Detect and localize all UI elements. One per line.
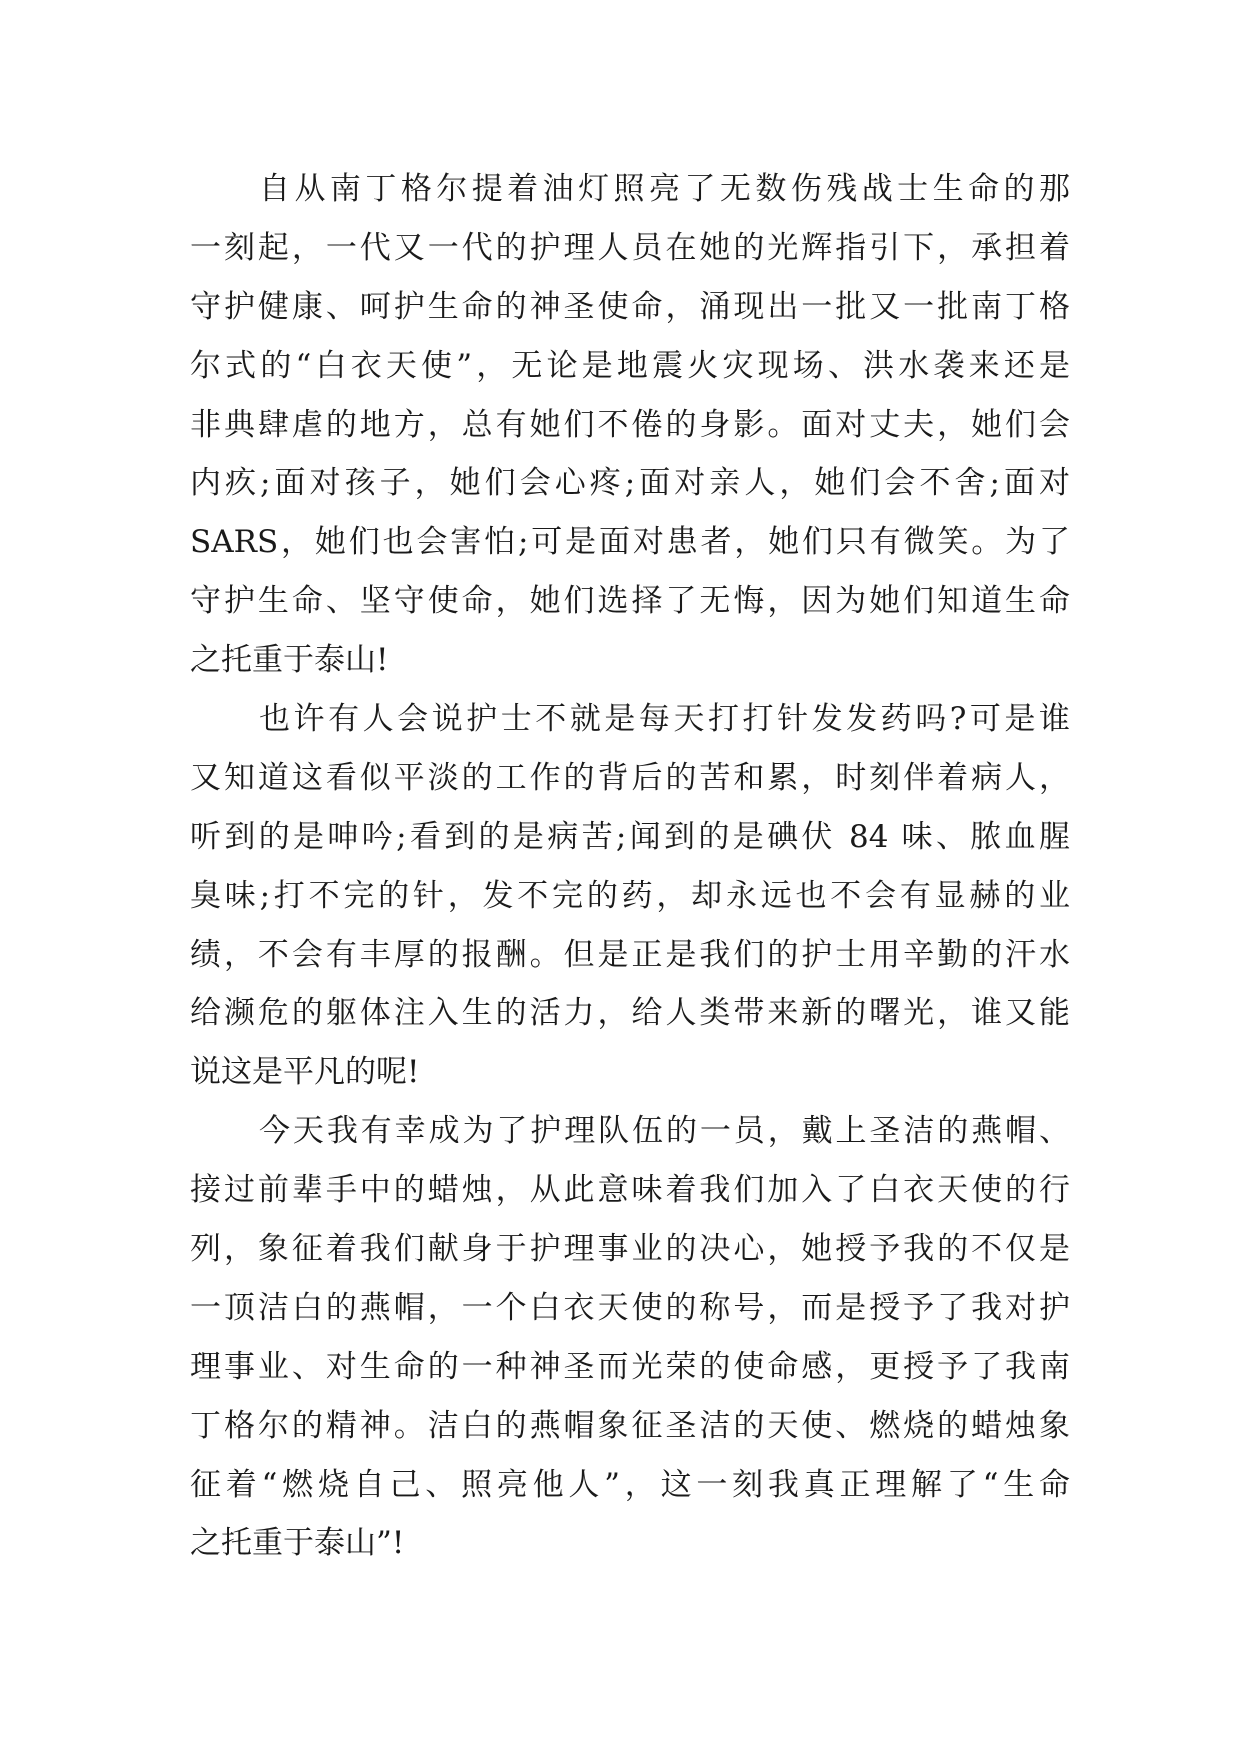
text-line: 一顶洁白的燕帽，一个白衣天使的称号，而是授予了我对护	[190, 1289, 1070, 1326]
text-line: 给濒危的躯体注入生的活力，给人类带来新的曙光，谁又能	[190, 995, 1070, 1032]
text-line: 理事业、对生命的一种神圣而光荣的使命感，更授予了我南	[190, 1348, 1070, 1385]
text-line: 征着“燃烧自己、照亮他人”，这一刻我真正理解了“生命	[190, 1466, 1070, 1503]
text-line: 尔式的“白衣天使”，无论是地震火灾现场、洪水袭来还是	[190, 347, 1070, 384]
text-line: 臭味;打不完的针，发不完的药，却永远也不会有显赫的业	[190, 877, 1070, 914]
text-line: 之托重于泰山!	[190, 642, 389, 679]
text-line: 接过前辈手中的蜡烛，从此意味着我们加入了白衣天使的行	[190, 1172, 1070, 1209]
text-line: 也许有人会说护士不就是每天打打针发发药吗?可是谁	[259, 701, 1070, 738]
text-line: 非典肆虐的地方，总有她们不倦的身影。面对丈夫，她们会	[190, 406, 1070, 443]
text-line: 丁格尔的精神。洁白的燕帽象征圣洁的天使、燃烧的蜡烛象	[190, 1407, 1070, 1444]
text-line: 守护健康、呵护生命的神圣使命，涌现出一批又一批南丁格	[190, 288, 1070, 325]
text-line: 绩，不会有丰厚的报酬。但是正是我们的护士用辛勤的汗水	[190, 936, 1070, 973]
paragraph-1	[190, 160, 1070, 690]
text-line: 自从南丁格尔提着油灯照亮了无数伤残战士生命的那	[259, 171, 1070, 207]
paragraph-3	[190, 1102, 1070, 1573]
text-line: 又知道这看似平淡的工作的背后的苦和累，时刻伴着病人，	[190, 759, 1070, 796]
document-body	[190, 160, 1070, 1573]
text-line: SARS，她们也会害怕;可是面对患者，她们只有微笑。为了	[190, 524, 1070, 561]
text-line: 列，象征着我们献身于护理事业的决心，她授予我的不仅是	[190, 1231, 1070, 1268]
text-line: 一刻起，一代又一代的护理人员在她的光辉指引下，承担着	[190, 229, 1070, 266]
text-line: 之托重于泰山”!	[190, 1525, 405, 1562]
text-line: 听到的是呻吟;看到的是病苦;闻到的是碘伏 84 味、脓血腥	[190, 818, 1070, 855]
text-line: 守护生命、坚守使命，她们选择了无悔，因为她们知道生命	[190, 583, 1070, 620]
text-line: 内疚;面对孩子，她们会心疼;面对亲人，她们会不舍;面对	[190, 465, 1070, 502]
text-line: 今天我有幸成为了护理队伍的一员，戴上圣洁的燕帽、	[259, 1113, 1070, 1150]
text-line: 说这是平凡的呢!	[190, 1054, 420, 1091]
paragraph-2	[190, 690, 1070, 1102]
